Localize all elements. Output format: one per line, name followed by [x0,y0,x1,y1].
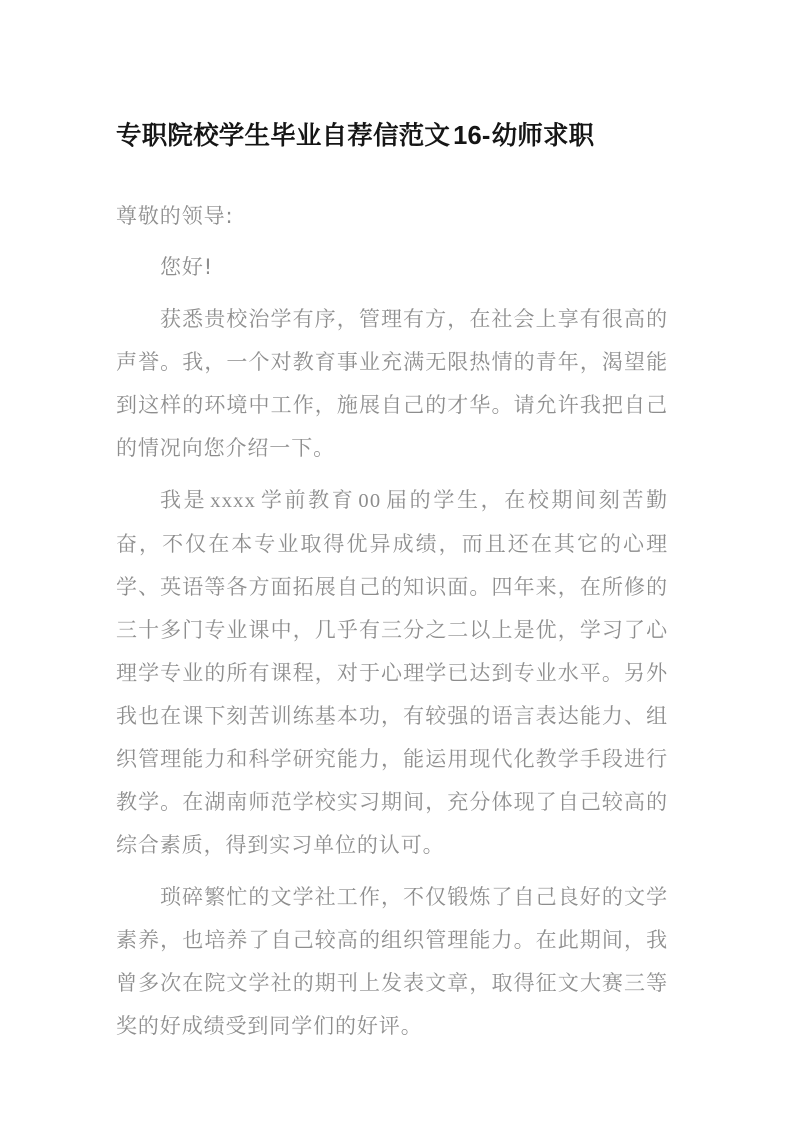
paragraph-2-year: 00 [358,490,382,512]
page-title [116,118,668,154]
paragraph-spacer-1 [116,470,668,479]
title-spacer [116,154,668,195]
salutation-spacer [116,238,668,246]
page-title-prefix: 专职院校学生毕业自荐信范文 [116,121,451,151]
body-paragraph-2 [116,479,668,867]
greeting-spacer [116,289,668,298]
body-paragraph-1: 获悉贵校治学有序，管理有方，在社会上享有很高的声誉。我，一个对教育事业充满无限热情的青年，渴望能到这样的环境中工作，施展自己的才华。请允许我把自己的情况向您介绍一下。 [116,307,668,460]
salutation: 尊敬的领导: [116,204,234,228]
paragraph-spacer-2 [116,867,668,876]
page-title-number: 16- [453,122,491,150]
body-paragraph-3: 琐碎繁忙的文学社工作，不仅锻炼了自己良好的文学素养，也培养了自己较高的组织管理能力。在此期间，我曾多次在院文学社的期刊上发表文章，取得征文大赛三等奖的好成绩受到同学们的好评。 [116,885,668,1038]
paragraph-2-school-placeholder: xxxx [210,490,257,512]
paragraph-2-post: 届的学生，在校期间刻苦勤奋，不仅在本专业取得优异成绩，而且还在其它的心理学、英语等各方面拓展自己的知识面。四年来，在所修的三十多门专业课中，几乎有三分之二以上是优，学习了心理学专业的所有课程，对于心理学已达到专业水平。另外我也在课下刻苦训练基本功，有较强的语言表达能力、组织管理能力和科学研究能力，能运用现代化教学手段进行教学。在湖南师范学校实习期间，充分体现了自己较高的综合素质，得到实习单位的认可。 [116,488,668,857]
paragraph-2-mid: 学前教育 [259,488,356,512]
paragraph-2-pre: 我是 [160,488,208,512]
document-content [116,118,668,1048]
greeting: 您好! [160,255,214,279]
page-title-suffix: 幼师求职 [491,121,595,151]
